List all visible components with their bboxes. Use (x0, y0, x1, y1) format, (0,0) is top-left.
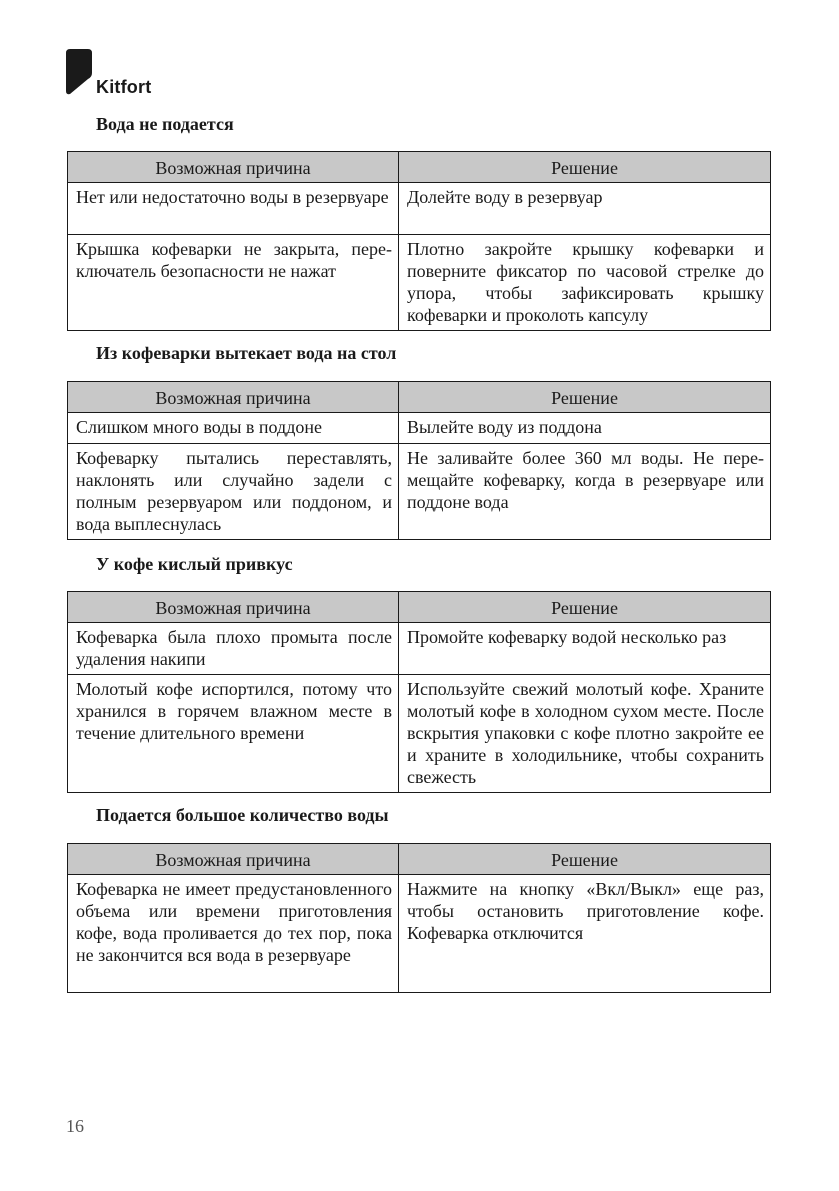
column-header-cause: Возможная причина (68, 592, 399, 623)
column-header-cause: Возможная причина (68, 382, 399, 413)
table-header-row (68, 382, 771, 413)
cause-cell: Молотый кофе испортился, потому что хранился в горячем влажном месте в течение длительного времени (68, 675, 399, 793)
cause-cell: Кофеварка не имеет предустановленного объема или времени приготовления кофе, вода проливается до тех пор, пока не закончится вся вода в резервуаре (68, 875, 399, 993)
table-header-row (68, 152, 771, 183)
column-header-solution: Решение (399, 592, 771, 623)
table-row (68, 675, 771, 793)
solution-cell: Долейте воду в резервуар (399, 183, 771, 235)
section-title: У кофе кислый привкус (96, 554, 293, 574)
table-row (68, 183, 771, 235)
cause-cell: Крышка кофеварки не закрыта, переключатель безопасности не нажат (68, 235, 399, 331)
solution-cell: Нажмите на кнопку «Вкл/Выкл» еще раз, чтобы остановить приготовление кофе. Кофеварка отключится (399, 875, 771, 993)
column-header-solution: Решение (399, 152, 771, 183)
solution-cell: Плотно закройте крышку кофеварки и поверните фиксатор по часовой стрелке до упора, чтобы зафиксировать крышку кофеварки и проколоть капсулу (399, 235, 771, 331)
solution-cell: Используйте свежий молотый кофе. Храните молотый кофе в холодном сухом месте. После вскрытия упаковки с кофе плотно закройте ее и храните в холодильнике, чтобы сохранить свежесть (399, 675, 771, 793)
brand-name: Kitfort (96, 77, 152, 97)
table-row (68, 235, 771, 331)
cause-cell: Нет или недостаточно воды в резервуаре (68, 183, 399, 235)
troubleshooting-table (67, 843, 771, 993)
kitfort-logo-icon (66, 49, 92, 95)
column-header-solution: Решение (399, 382, 771, 413)
cause-cell: Кофеварку пытались переставлять, наклонять или случайно задели с полным резервуаром или поддоном, и вода выплеснулась (68, 444, 399, 540)
table-header-row (68, 844, 771, 875)
brand-logo (66, 49, 186, 99)
cause-cell: Слишком много воды в поддоне (68, 413, 399, 444)
page-number: 16 (66, 1116, 84, 1136)
section-title: Подается большое количество воды (96, 805, 389, 825)
solution-cell: Не заливайте более 360 мл воды. Не перемещайте кофеварку, когда в резервуаре или поддоне вода (399, 444, 771, 540)
column-header-cause: Возможная причина (68, 844, 399, 875)
column-header-cause: Возможная причина (68, 152, 399, 183)
section-title: Из кофеварки вытекает вода на стол (96, 343, 397, 363)
table-row (68, 875, 771, 993)
solution-cell: Вылейте воду из поддона (399, 413, 771, 444)
table-row (68, 444, 771, 540)
troubleshooting-table (67, 151, 771, 331)
column-header-solution: Решение (399, 844, 771, 875)
solution-cell: Промойте кофеварку водой несколько раз (399, 623, 771, 675)
table-row (68, 623, 771, 675)
table-row (68, 413, 771, 444)
section-title: Вода не подается (96, 114, 234, 134)
cause-cell: Кофеварка была плохо промыта после удаления накипи (68, 623, 399, 675)
troubleshooting-table (67, 381, 771, 540)
table-header-row (68, 592, 771, 623)
troubleshooting-table (67, 591, 771, 793)
